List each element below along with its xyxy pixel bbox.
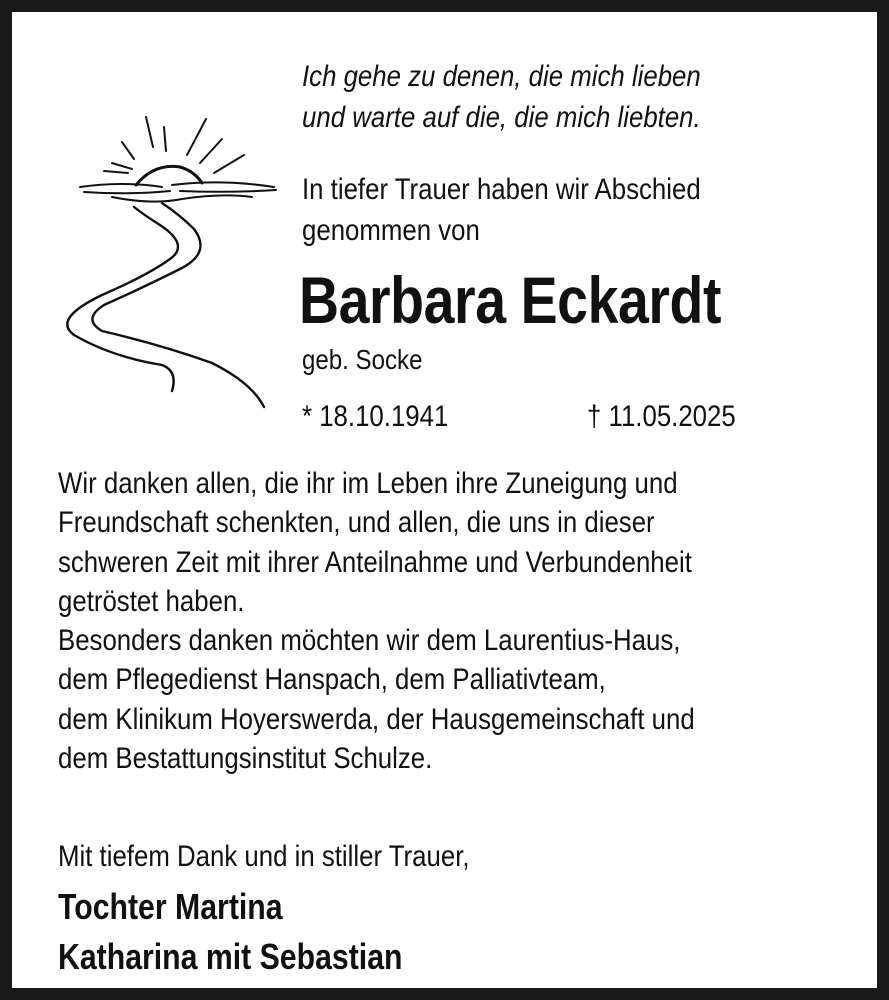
- thanks-line: Besonders danken möchten wir dem Laurentius-Haus,: [58, 624, 681, 658]
- thanks-line: Freundschaft schenkten, und allen, die uns in dieser: [58, 506, 655, 540]
- deceased-name: Barbara Eckardt: [299, 263, 722, 337]
- sunrise-path-icon: [52, 107, 282, 412]
- verse: [302, 56, 701, 138]
- thanks-line: dem Bestattungsinstitut Schulze.: [58, 742, 433, 776]
- intro-line: genommen von: [302, 214, 480, 247]
- thanks-line: dem Pflegedienst Hanspach, dem Palliativteam,: [58, 663, 606, 697]
- thanks-line: getröstet haben.: [58, 584, 245, 618]
- verse-line: Ich gehe zu denen, die mich lieben: [302, 60, 701, 93]
- signature-line: Katharina mit Sebastian: [58, 936, 403, 977]
- thanks-line: Wir danken allen, die ihr im Leben ihre Zuneigung und: [58, 467, 678, 500]
- thanks-line: dem Klinikum Hoyerswerda, der Hausgemeinschaft und: [58, 702, 695, 736]
- closing-line: Mit tiefem Dank und in stiller Trauer,: [58, 840, 470, 873]
- birth-date: * 18.10.1941: [302, 400, 449, 433]
- signature-line: Tochter Martina: [58, 886, 283, 927]
- intro-text: [302, 169, 701, 251]
- birth-name: geb. Socke: [302, 344, 423, 375]
- intro-line: In tiefer Trauer haben wir Abschied: [302, 173, 701, 206]
- signatures: [58, 882, 403, 982]
- death-date: † 11.05.2025: [587, 400, 736, 433]
- verse-line: und warte auf die, die mich liebten.: [302, 101, 701, 134]
- thanks-line: schweren Zeit mit ihrer Anteilnahme und Verbundenheit: [58, 545, 692, 579]
- thanks-text: [58, 464, 695, 778]
